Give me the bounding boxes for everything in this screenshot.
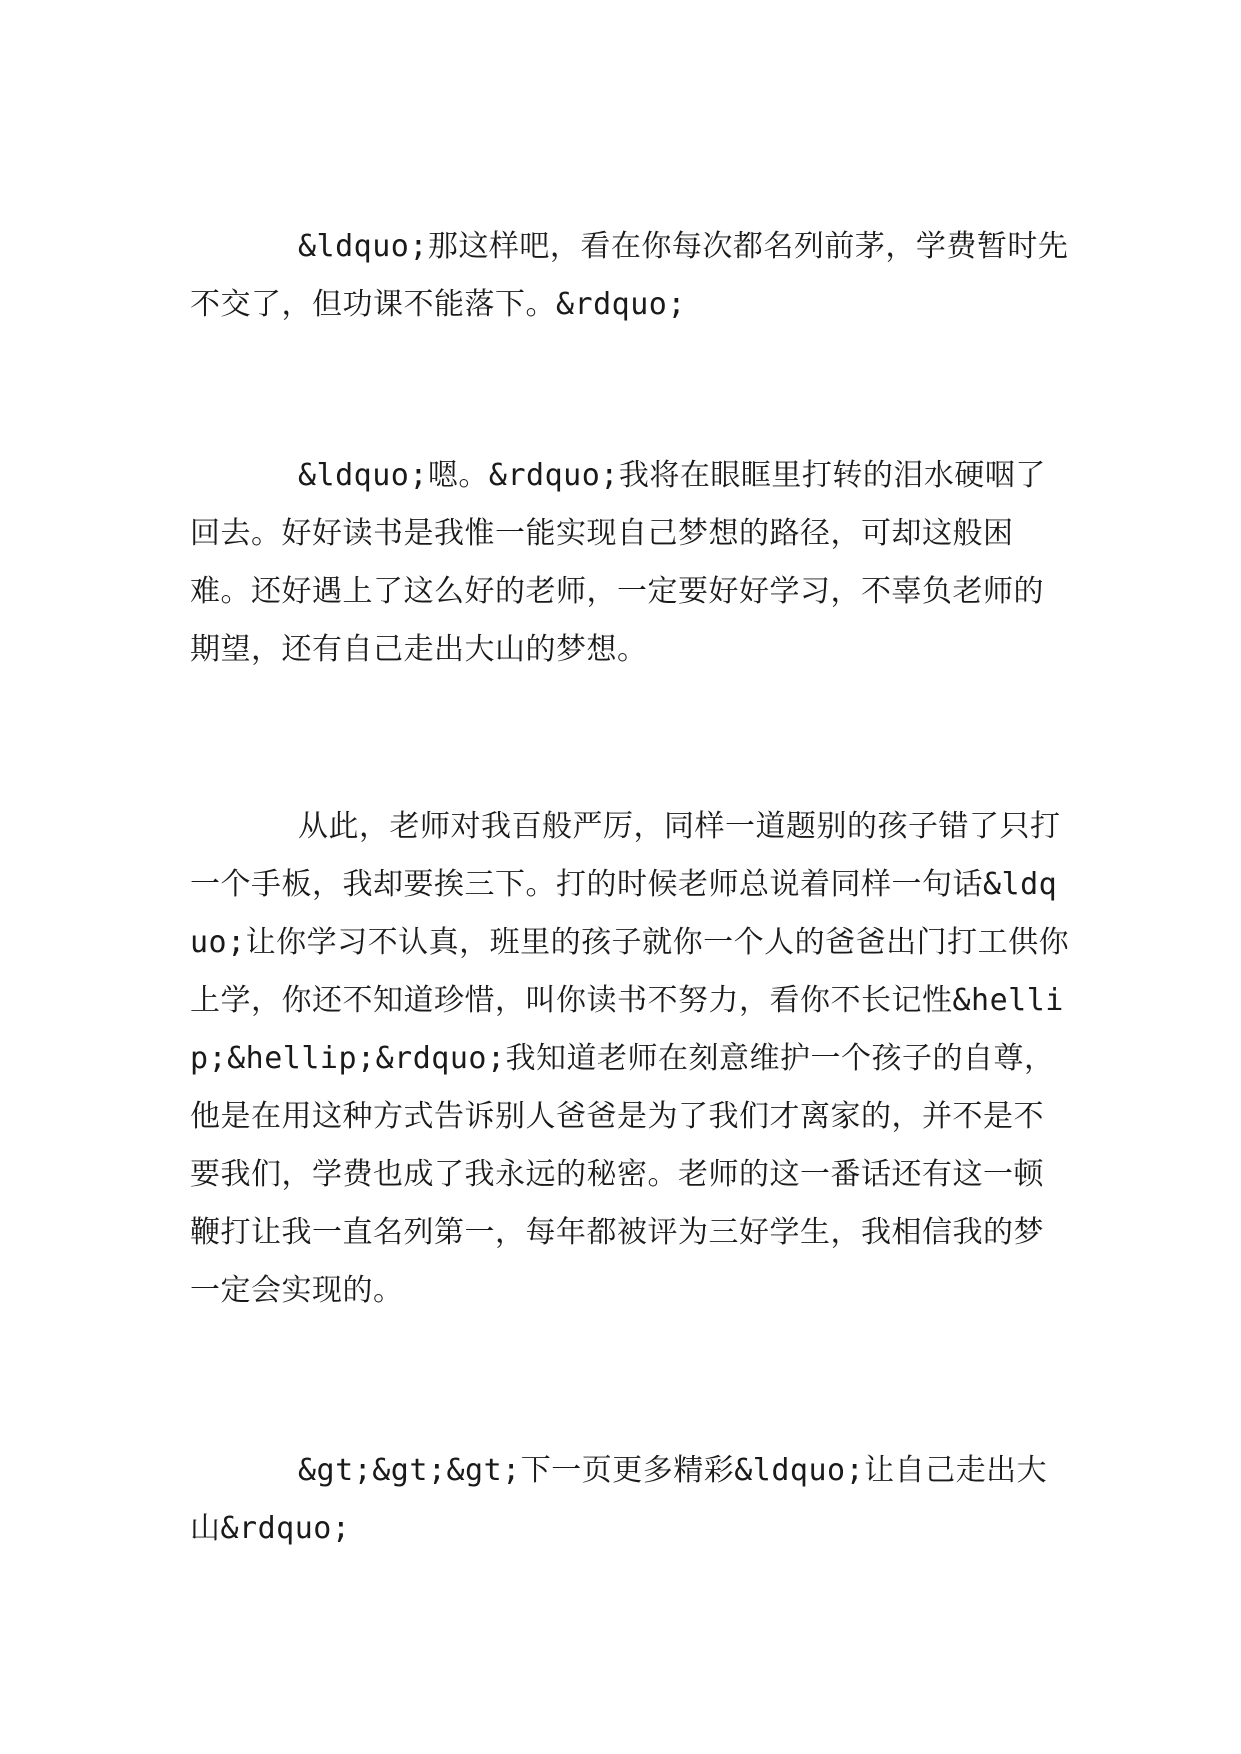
paragraph-next-page-link: &gt;&gt;&gt;下一页更多精彩&ldquo;让自己走出大山&rdquo; <box>190 1453 1048 1546</box>
paragraph-holding-tears: &ldquo;嗯。&rdquo;我将在眼眶里打转的泪水硬咽了回去。好好读书是我惟一能实现自己梦想的路径，可却这般困难。还好遇上了这么好的老师，一定要好好学习，不辜负老师的期望，还有自己走出大山的梦想。 <box>190 458 1046 667</box>
paragraph-teacher-offer: &ldquo;那这样吧，看在你每次都名列前茅，学费暂时先不交了，但功课不能落下。&rdquo; <box>190 229 1069 322</box>
paragraph-strict-teacher: 从此，老师对我百般严厉，同样一道题别的孩子错了只打一个手板，我却要挨三下。打的时候老师总说着同样一句话&ldquo;让你学习不认真，班里的孩子就你一个人的爸爸出门打工供你上学，你还不知道珍惜，叫你读书不努力，看你不长记性&hellip;&hellip;&rdquo;我知道老师在刻意维护一个孩子的自尊，他是在用这种方式告诉别人爸爸是为了我们才离家的，并不是不要我们，学费也成了我永远的秘密。老师的这一番话还有这一顿鞭打让我一直名列第一，每年都被评为三好学生，我相信我的梦一定会实现的。 <box>190 809 1070 1308</box>
